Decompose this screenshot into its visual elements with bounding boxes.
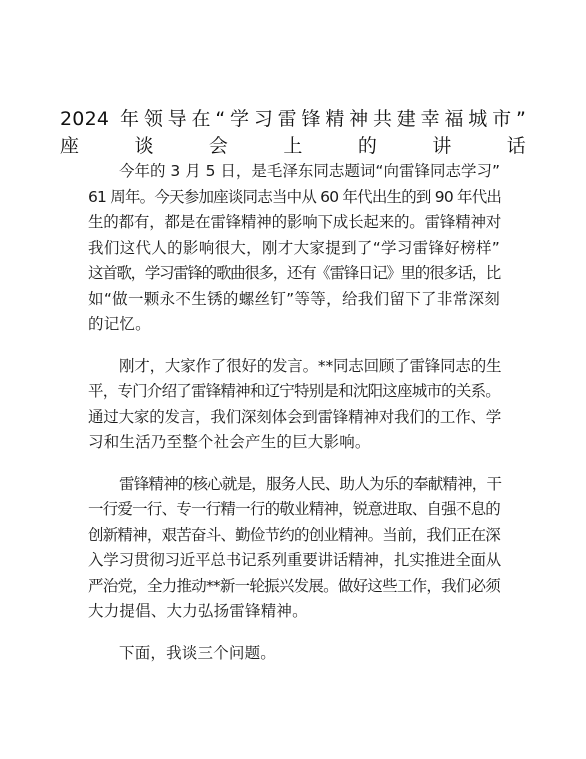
title-line-2: 座谈会上的讲话 — [60, 135, 526, 157]
paragraph-line: 的记忆。 — [88, 315, 151, 333]
paragraph-line: 创新精神，艰苦奋斗、勤俭节约的创业精神。当前，我们正在深 — [88, 525, 500, 544]
paragraph-2 — [88, 354, 500, 456]
paragraph-line: 大力提倡、大力弘扬雷锋精神。 — [88, 602, 308, 620]
paragraph-line: 平，专门介绍了雷锋精神和辽宁特别是和沈阳这座城市的关系。 — [88, 382, 500, 400]
paragraph-1 — [88, 159, 500, 338]
document-body — [88, 159, 500, 682]
paragraph-line: 习和生活乃至整个社会产生的巨大影响。 — [88, 433, 371, 451]
paragraph-4 — [88, 641, 500, 667]
paragraph-3 — [88, 472, 500, 625]
paragraph-line: 入学习贯彻习近平总书记系列重要讲话精神，扎实推进全面从 — [88, 551, 502, 569]
paragraph-line: 雷锋精神的核心就是，服务人民、助人为乐的奉献精神，干 — [119, 474, 502, 493]
paragraph-line: 这首歌，学习雷锋的歌曲很多，还有《雷锋日记》里的很多话，比 — [88, 264, 500, 282]
paragraph-line: 通过大家的发言，我们深刻体会到雷锋精神对我们的工作、学 — [88, 407, 502, 426]
title-line-1: 2024 年领导在“学习雷锋精神共建幸福城市” — [60, 108, 526, 130]
paragraph-line: 61 周年。今天参加座谈同志当中从 60 年代出生的到 90 年代出 — [88, 187, 502, 206]
paragraph-line: 今年的 3 月 5 日，是毛泽东同志题词“向雷锋同志学习” — [119, 162, 500, 180]
paragraph-line: 一行爱一行、专一行精一行的敬业精神，锐意进取、自强不息的 — [88, 500, 500, 518]
paragraph-line: 生的都有，都是在雷锋精神的影响下成长起来的。雷锋精神对 — [88, 213, 502, 231]
paragraph-line: 刚才，大家作了很好的发言。**同志回顾了雷锋同志的生 — [119, 356, 502, 375]
paragraph-line: 下面，我谈三个问题。 — [119, 643, 277, 662]
paragraph-line: 如“做一颗永不生锈的螺丝钉”等等，给我们留下了非常深刻 — [88, 289, 500, 308]
document-title — [60, 106, 526, 160]
paragraph-line: 我们这代人的影响很大，刚才大家提到了“学习雷锋好榜样” — [88, 238, 500, 257]
paragraph-line: 严治党，全力推动**新一轮振兴发展。做好这些工作，我们必须 — [88, 576, 500, 595]
